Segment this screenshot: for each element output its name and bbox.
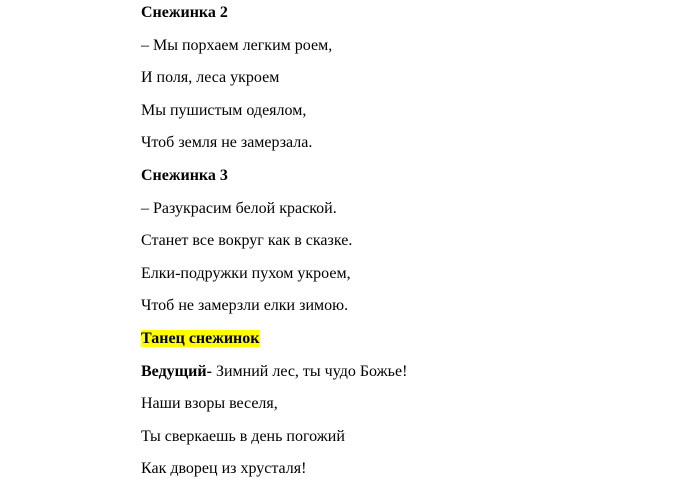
highlighted-text: Танец снежинок (141, 329, 260, 347)
document-body (141, 3, 407, 492)
speaker-heading: Снежинка 3 (141, 166, 228, 184)
verse-line: Чтоб не замерзли елки зимою. (141, 297, 349, 315)
verse-line: Ты сверкаешь в день погожий (141, 427, 345, 445)
verse-line: – Разукрасим белой краской. (141, 199, 337, 217)
verse-line: – Мы порхаем легким роем, (141, 36, 333, 54)
speaker-label: Ведущий- (141, 362, 212, 380)
speaker-line-text: Зимний лес, ты чудо Божье! (211, 362, 408, 380)
verse-line: Мы пушистым одеялом, (141, 101, 307, 119)
verse-line: Как дворец из хрусталя! (141, 460, 307, 478)
verse-line: И поля, леса укроем (141, 69, 280, 87)
verse-line: Елки-подружки пухом укроем, (141, 264, 351, 282)
section-heading-highlighted (141, 329, 407, 349)
speaker-line (141, 362, 407, 382)
verse-line: Чтоб земля не замерзала. (141, 134, 313, 152)
verse-line: Наши взоры веселя, (141, 395, 278, 413)
speaker-heading: Снежинка 2 (141, 4, 228, 21)
verse-line: Станет все вокруг как в сказке. (141, 232, 353, 250)
